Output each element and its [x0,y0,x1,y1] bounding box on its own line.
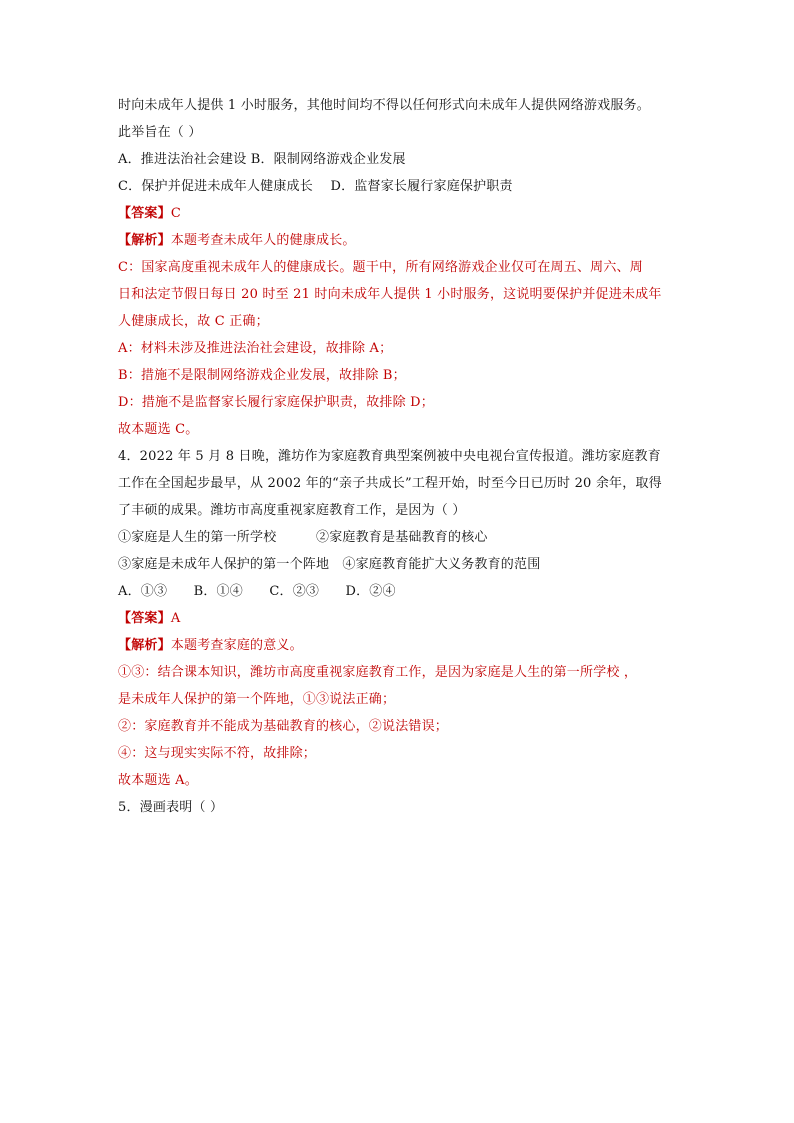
q3-answer [118,200,693,227]
q3-analysis-line: C：国家高度重视未成年人的健康成长。题干中，所有网络游戏企业仅可在周五、周六、周 [118,260,643,275]
answer-label: 【答案】 [118,206,171,221]
q4-statements-12: ①家庭是人生的第一所学校 ②家庭教育是基础教育的核心 [118,530,488,545]
q4-conclusion: 故本题选 A。 [118,773,198,788]
q3-stem-end: 此举旨在（ ） [118,125,202,140]
q5-stem: 5．漫画表明（ ） [118,800,224,815]
q4-analysis-intro [118,632,693,659]
q4-stem-line: 4．2022 年 5 月 8 日晚，潍坊作为家庭教育典型案例被中央电视台宣传报道。潍坊家庭教育 [118,449,661,464]
q3-analysis-line: D：措施不是监督家长履行家庭保护职责，故排除 D； [118,395,434,410]
q4-analysis-line: ②：家庭教育并不能成为基础教育的核心，②说法错误； [118,719,449,734]
document-body [118,92,693,821]
q4-analysis-line: ④：这与现实实际不符，故排除； [118,746,317,761]
q4-options: A．①③ B．①④ C．②③ D．②④ [118,584,396,599]
analysis-text: 本题考查家庭的意义。 [170,638,303,653]
answer-value: A [170,611,181,626]
analysis-label: 【解析】 [118,638,171,653]
q3-analysis-line: A：材料未涉及推进法治社会建设，故排除 A； [118,341,393,356]
answer-value: C [170,206,181,221]
answer-label: 【答案】 [118,611,171,626]
q3-analysis-line: 人健康成长，故 C 正确； [118,314,269,329]
analysis-label: 【解析】 [118,233,171,248]
q4-analysis-line: ①③：结合课本知识，潍坊市高度重视家庭教育工作，是因为家庭是人生的第一所学校 ， [118,665,638,680]
q3-options-cd: C．保护并促进未成年人健康成长 D．监督家长履行家庭保护职责 [118,179,513,194]
q3-analysis-line: B：措施不是限制网络游戏企业发展，故排除 B； [118,368,406,383]
analysis-text: 本题考查未成年人的健康成长。 [170,233,356,248]
q3-conclusion: 故本题选 C。 [118,422,199,437]
q3-analysis-line: 日和法定节假日每日 20 时至 21 时向未成年人提供 1 小时服务，这说明要保护并促进未成年 [118,287,662,302]
q4-stem-line: 了丰硕的成果。潍坊市高度重视家庭教育工作，是因为（ ） [118,503,466,518]
q3-stem-continued: 时向未成年人提供 1 小时服务，其他时间均不得以任何形式向未成年人提供网络游戏服务。 [118,98,650,113]
q3-options-ab: A．推进法治社会建设 B．限制网络游戏企业发展 [118,152,406,167]
q4-stem-line: 工作在全国起步最早，从 2002 年的“亲子共成长”工程开始，时至今日已历时 20 余年，取得 [118,476,662,491]
q4-answer [118,605,693,632]
q4-statements-34: ③家庭是未成年人保护的第一个阵地 ④家庭教育能扩大义务教育的范围 [118,557,541,572]
q3-analysis-intro [118,227,693,254]
q4-analysis-line: 是未成年人保护的第一个阵地，①③说法正确； [118,692,396,707]
